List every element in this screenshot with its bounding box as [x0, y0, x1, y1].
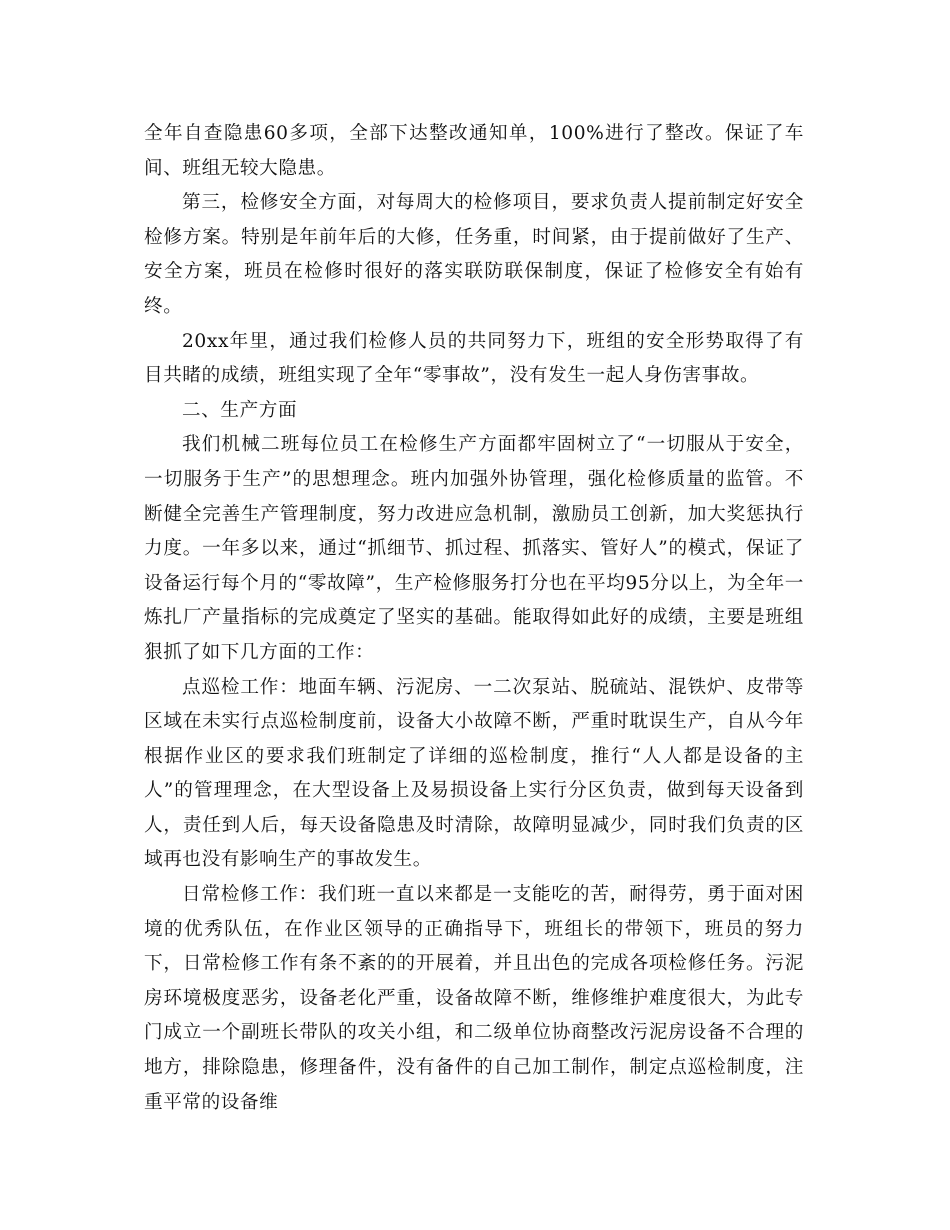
paragraph-2: 第三，检修安全方面，对每周大的检修项目，要求负责人提前制定好安全检修方案。特别是年前年后的大修，任务重，时间紧，由于提前做好了生产、安全方案，班员在检修时很好的落实联防联保制度，保证了检修安全有始有终。 [144, 192, 804, 317]
paragraph-5: 我们机械二班每位员工在检修生产方面都牢固树立了“一切服从于安全，一切服务于生产”的思想理念。班内加强外协管理，强化检修质量的监管。不断健全完善生产管理制度，努力改进应急机制，激励员工创新，加大奖惩执行力度。一年多以来，通过“抓细节、抓过程、抓落实、管好人”的模式，保证了设备运行每个月的“零故障”，生产检修服务打分也在平均95分以上，为全年一炼扎厂产量指标的完成奠定了坚实的基础。能取得如此好的成绩，主要是班组狠抓了如下几方面的工作： [144, 434, 804, 663]
paragraph-7: 日常检修工作：我们班一直以来都是一支能吃的苦，耐得劳，勇于面对困境的优秀队伍，在作业区领导的正确指导下，班组长的带领下，班员的努力下，日常检修工作有条不紊的的开展着，并且出色的完成各项检修任务。污泥房环境极度恶劣，设备老化严重，设备故障不断，维修维护难度很大，为此专门成立一个副班长带队的攻关小组，和二级单位协商整改污泥房设备不合理的地方，排除隐患，修理备件，没有备件的自己加工制作，制定点巡检制度，注重平常的设备维 [144, 884, 804, 1113]
paragraph-6: 点巡检工作：地面车辆、污泥房、一二次泵站、脱硫站、混铁炉、皮带等区域在未实行点巡检制度前，设备大小故障不断，严重时耽误生产，自从今年根据作业区的要求我们班制定了详细的巡检制度，推行“人人都是设备的主人”的管理理念，在大型设备上及易损设备上实行分区负责，做到每天设备到人，责任到人后，每天设备隐患及时清除，故障明显减少，同时我们负责的区域再也没有影响生产的事故发生。 [144, 676, 804, 871]
paragraph-1: 全年自查隐患60多项，全部下达整改通知单，100%进行了整改。保证了车间、班组无较大隐患。 [144, 123, 804, 179]
document-body [144, 117, 804, 1120]
section-heading-production: 二、生产方面 [182, 399, 298, 421]
paragraph-3: 20xx年里，通过我们检修人员的共同努力下，班组的安全形势取得了有目共睹的成绩，班组实现了全年“零事故”，没有发生一起人身伤害事故。 [144, 330, 804, 387]
